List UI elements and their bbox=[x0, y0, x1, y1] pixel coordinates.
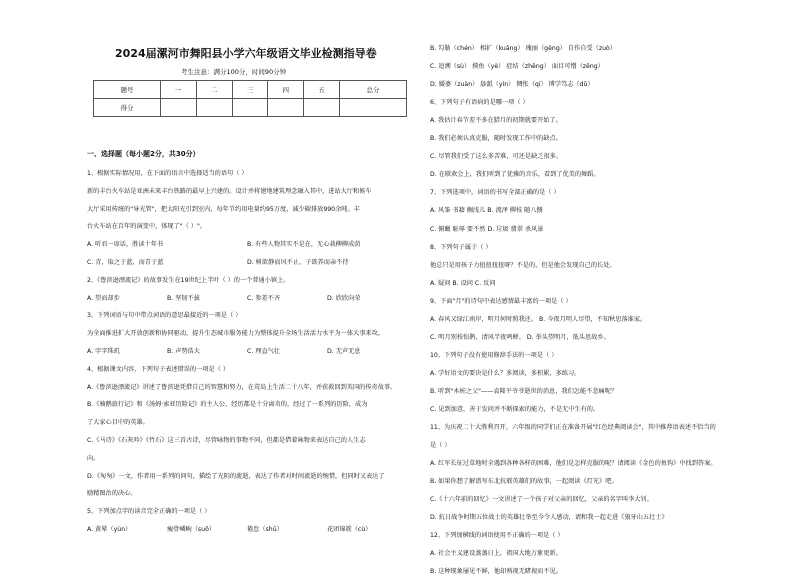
answer-option[interactable]: B. 声势浩大 bbox=[167, 348, 200, 355]
answer-option[interactable]: D. 媛婆（zuàn） 舔舐（yín） 惆怅（qí） 博学笃志（dǔ） bbox=[430, 81, 594, 89]
question-text: 12、下列加横线的词语使用不正确的一项是（ ） bbox=[430, 532, 564, 540]
question-text: 了大家心目中的英雄。 bbox=[87, 419, 149, 427]
score-header-cell: 总分 bbox=[340, 81, 407, 99]
answer-option[interactable]: D. 在联欢会上，我们听到了优雅的音乐，看到了优美的舞蹈。 bbox=[430, 171, 600, 179]
score-cell[interactable] bbox=[196, 99, 232, 117]
answer-option[interactable]: C. 俯瞰 耻辱 要不然 D. 垃圾 翡翠 杀风景 bbox=[430, 225, 544, 233]
answer-option[interactable]: B. 有些人物其实不是在，无心栽柳柳成荫 bbox=[247, 241, 361, 249]
score-cell[interactable] bbox=[160, 99, 196, 117]
question-text: 新的丰台火车站是亚洲未来丰台铁路的最早上兴建的。设计并将建地建筑理念融入其中，进站大厅和候车 bbox=[87, 187, 372, 195]
answer-option[interactable]: A. 社会主义建设蒸蒸日上，祖国大地万象更新。 bbox=[430, 550, 562, 558]
question-text: 是（ ） bbox=[430, 442, 451, 450]
answer-option[interactable]: 倦怠（shū） bbox=[247, 526, 283, 533]
question-text: 10、下列句子没有使用修辞手法的一项是（ ） bbox=[430, 351, 558, 359]
answer-option[interactable]: C. 理直气壮 bbox=[247, 348, 281, 355]
answer-option[interactable]: D. 树欲静而风不止，子欲养而亲不待 bbox=[247, 259, 349, 266]
answer-option[interactable]: C.《十六年前的回忆》一文讲述了一个孩子对父亲的回忆，父亲的名字叫李大钊。 bbox=[430, 496, 653, 504]
section-heading: 一、选择题（每小题2分，共30分） bbox=[87, 150, 200, 158]
exam-note: 考生注意：满分100分，时间90分钟 bbox=[181, 68, 287, 76]
answer-option[interactable]: A. 红军长征过草地时全遇到各种各样的困难，他们是怎样克服的呢？请阅读《金色的鱼钩》中找到答案。 bbox=[430, 460, 717, 468]
answer-option[interactable]: B. 坚韧不拔 bbox=[167, 294, 200, 302]
question-text: 为全面推进扩大开放创新和协同驱动，提升生态城市服务能力为整体提升全场生活活力水平为一体大事来攻。 bbox=[87, 330, 384, 338]
answer-option[interactable]: B. 我们必须认真克服，随时发现工作中的缺点。 bbox=[430, 135, 562, 143]
score-cell[interactable] bbox=[232, 99, 268, 117]
question-text: C.《马诗》《石灰吟》《竹石》这三首古诗，尽管咏物的事物不同，但都是借着咏物来表达自己的人生志 bbox=[87, 437, 366, 444]
answer-option[interactable]: A. 我估计春节差不多在腊月的初期就要开始了。 bbox=[430, 117, 562, 125]
page-title: 2024届漯河市舞阳县小学六年级语文毕业检测指导卷 bbox=[115, 47, 377, 60]
score-header-cell: 二 bbox=[196, 81, 232, 99]
answer-option[interactable]: A. 字字珠玑 bbox=[87, 348, 120, 355]
answer-option[interactable]: 瘦骨嶙峋（suō） bbox=[167, 526, 216, 533]
answer-option[interactable]: D. 抗日战争时期五位战士的英雄壮举至今令人感动，请和我一起走进《狼牙山五壮士》 bbox=[430, 514, 668, 522]
answer-option[interactable]: D. 无声无息 bbox=[327, 348, 361, 355]
score-row-label: 得分 bbox=[94, 99, 161, 117]
answer-option[interactable]: B. 这种现象屡见不鲜，他却熟视无睹视而不见。 bbox=[430, 568, 562, 576]
answer-option[interactable]: A. 黄晕（yùn） bbox=[87, 526, 132, 533]
answer-option[interactable]: C. 追溯（sù） 摸鱼（yè） 症结（zhēng） 面目可憎（zēng） bbox=[430, 63, 604, 71]
question-text: 5、下列加点字的读音完全正确的一项是（ ） bbox=[87, 508, 211, 516]
question-text: A.《鲁滨逊漂流记》讲述了鲁滨逊凭借自己的智慧和努力，在荒岛上生活二十八年，并获救回到英国的传奇故事。 bbox=[87, 383, 397, 391]
score-header-cell: 一 bbox=[160, 81, 196, 99]
answer-option[interactable]: A. 听君一席话，胜读十年书 bbox=[87, 241, 164, 249]
answer-option[interactable]: A. 春风又绿江南岸，明月何时照我还。 B. 今夜月明人尽望，不知秋思落谁家。 bbox=[430, 315, 647, 323]
question-text: 11、为庆祝二十大胜利召开，六年级的同学们正在准备开展"红色经典阅读会"，其中推荐语表述不恰当的 bbox=[430, 424, 716, 432]
score-header-cell: 四 bbox=[268, 81, 304, 99]
answer-option[interactable]: C. 见到加意，善于发问并不断探索的能力，不是无中生有的。 bbox=[430, 406, 600, 413]
answer-option[interactable]: B. 听到"木桩之父"——袁隆平爷爷逝世的消息，我们怎能不悲痛呢？ bbox=[430, 387, 618, 395]
score-cell[interactable] bbox=[340, 99, 407, 117]
question-text: 1、根据实际情况用，在下面的语言中选择适当的语句（ ） bbox=[87, 170, 248, 177]
answer-option[interactable]: B. 勾勒（chén） 相扩（kuāng） 瑰丽（gěng） 自作自受（zuò） bbox=[430, 45, 616, 52]
score-header-cell: 题号 bbox=[94, 81, 161, 99]
score-cell[interactable] bbox=[268, 99, 304, 117]
question-text: 他总只是用孩子力扭扭扭扭呀？不是的，但是他会发现自己的长处。 bbox=[430, 261, 616, 269]
score-header-cell: 五 bbox=[304, 81, 340, 99]
question-text: 6、下列句子有语病的是哪一项（ ） bbox=[430, 99, 529, 107]
answer-option[interactable]: C. 参差不齐 bbox=[247, 294, 281, 302]
answer-option[interactable]: C. 青，取之于蓝，而青于蓝 bbox=[87, 259, 164, 266]
score-table-score-row bbox=[94, 99, 407, 117]
answer-option[interactable]: C. 尽管我们受了这么多苦难，可还是缺乏很多。 bbox=[430, 153, 563, 161]
score-header-cell: 三 bbox=[232, 81, 268, 99]
question-text: 9、下面"月"的诗句中表达感情最丰富的一项是（ ） bbox=[430, 297, 572, 305]
answer-option[interactable]: C. 明月别枝惊鹊，清风半夜鸣蝉。 D. 举头望明月，低头思故乡。 bbox=[430, 333, 610, 341]
answer-option[interactable]: A. 疑问 B. 设问 C. 反问 bbox=[430, 279, 496, 287]
answer-option[interactable]: 花团锦簇（cù） bbox=[327, 526, 372, 533]
question-text: 8、下列句子属于（ ） bbox=[430, 243, 492, 251]
question-text: D.《匆匆》一文，作者用一系列的问句，描绘了光阴的流逝，表达了作者对时间流逝的惋惜，但同时又表达了 bbox=[87, 472, 385, 480]
question-text: 励精图治的决心。 bbox=[87, 490, 137, 498]
question-text: 向。 bbox=[87, 454, 100, 462]
score-table-header-row bbox=[94, 81, 407, 99]
answer-option[interactable]: D. 欣欣向荣 bbox=[327, 294, 361, 302]
question-text: 4、根据课文内容，下列句子表述错误的一项是（ ） bbox=[87, 365, 230, 373]
question-text: B.《骑鹅旅行记》和《汤姆·索亚历险记》的主人公，经历都是十分离奇的，经过了一系列的历险，成为 bbox=[87, 401, 368, 409]
question-text: 大厅采用传统的"导光管"，把太阳光引到室内，每年节约用电量约95万度，减少碳排放990余吨。丰 bbox=[87, 205, 360, 213]
answer-option[interactable]: A. 望而却步 bbox=[87, 294, 120, 302]
question-text: 3、下列词语与句中带点词语的意思最接近的一项是（ ） bbox=[87, 312, 242, 320]
question-text: 7、下列选项中，词语的书写全部正确的是（ ） bbox=[430, 189, 560, 197]
question-text: 台火车站在百年的演变中，体现了"（ ）"。 bbox=[87, 223, 207, 231]
score-cell[interactable] bbox=[304, 99, 340, 117]
answer-option[interactable]: A. 风筝 书籍 搁浅儿 B. 流泽 柳枝 随八捌 bbox=[430, 207, 543, 215]
answer-option[interactable]: B. 如果你想了解谱写东北抗联英雄们的故事，一起阅读《灯光》吧。 bbox=[430, 478, 618, 486]
answer-option[interactable]: A. 学好语文的要诀是什么？多阅读，多积累，多练习。 bbox=[430, 369, 581, 377]
score-table bbox=[93, 80, 407, 117]
question-text: 2、《鲁滨逊漂流记》的故事发生在19世纪上半叶（ ）的一个普通小镇上。 bbox=[87, 276, 290, 284]
